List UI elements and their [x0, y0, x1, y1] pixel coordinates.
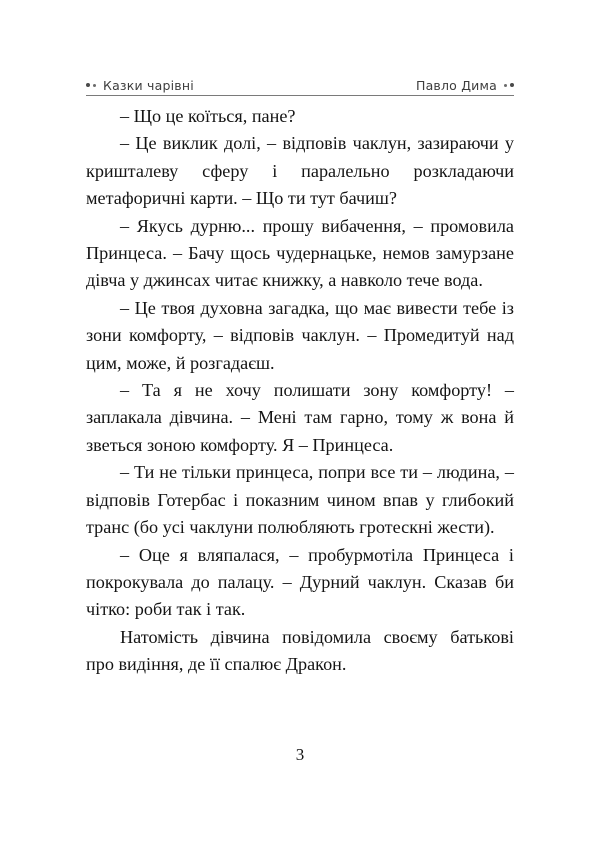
paragraph: – Оце я вляпалася, – пробурмотіла Принцеса і покрокувала до палацу. – Дурний чаклун. Сказав би чітко: роби так і так.	[86, 544, 514, 620]
paragraph: – Це твоя духовна загадка, що має вивести тебе із зони комфорту, – відповів чаклун. – Промедитуй над цим, може, й розгадаєш.	[86, 297, 514, 373]
header-author-name: Павло Дима	[415, 77, 497, 93]
header-book-title: Казки чарівні	[103, 77, 194, 93]
paragraph: – Та я не хочу полишати зону комфорту! – заплакала дівчина. – Мені там гарно, тому ж вона й зветься зоною комфорту. Я – Принцеса.	[86, 380, 514, 455]
header-divider	[86, 95, 514, 96]
paragraph: – Це виклик долі, – відповів чаклун, зазираючи у кришталеву сферу і паралельно розкладаючи метафоричні карти. – Що ти тут бачиш?	[86, 133, 514, 209]
paragraph: – Ти не тільки принцеса, попри все ти – людина, – відповів Готербас і показним чином впав у глибокий транс (бо усі чаклуни полюбляють гротескні жести).	[86, 462, 514, 538]
page-number: 3	[295, 745, 305, 764]
header-right-group	[416, 78, 514, 93]
dot-ornament-left-icon	[86, 83, 96, 87]
body-text	[86, 103, 514, 679]
paragraph: Натомість дівчина повідомила своєму батькові про видіння, де її спалює Дракон.	[86, 626, 514, 675]
header-left-group	[86, 78, 194, 93]
paragraph: – Що це коїться, пане?	[120, 106, 296, 126]
running-header	[86, 74, 514, 96]
paragraph: – Якусь дурню... прошу вибачення, – промовила Принцеса. – Бачу щось чудернацьке, немов замурзане дівча у джинсах читає книжку, а навколо тече вода.	[86, 215, 514, 291]
dot-ornament-right-icon	[504, 83, 514, 87]
